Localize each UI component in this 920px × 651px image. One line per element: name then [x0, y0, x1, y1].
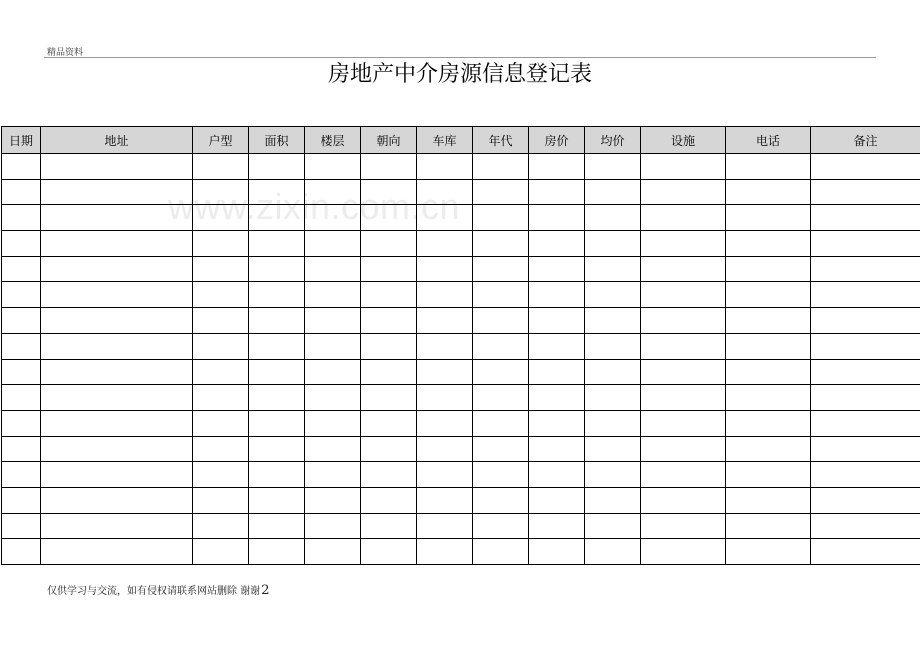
table-cell[interactable]: [726, 308, 811, 334]
table-cell[interactable]: [417, 154, 473, 180]
table-cell[interactable]: [2, 513, 41, 539]
table-cell[interactable]: [641, 333, 726, 359]
table-cell[interactable]: [529, 385, 585, 411]
table-cell[interactable]: [249, 487, 305, 513]
table-cell[interactable]: [361, 513, 417, 539]
table-cell[interactable]: [361, 231, 417, 257]
table-cell[interactable]: [726, 462, 811, 488]
table-cell[interactable]: [585, 385, 641, 411]
table-cell[interactable]: [529, 462, 585, 488]
table-cell[interactable]: [41, 359, 193, 385]
table-cell[interactable]: [361, 179, 417, 205]
table-cell[interactable]: [305, 282, 361, 308]
table-cell[interactable]: [811, 462, 920, 488]
table-cell[interactable]: [305, 154, 361, 180]
table-cell[interactable]: [361, 154, 417, 180]
table-cell[interactable]: [726, 179, 811, 205]
table-cell[interactable]: [811, 179, 920, 205]
table-cell[interactable]: [726, 231, 811, 257]
column-header-garage: 车库: [417, 127, 473, 154]
table-cell[interactable]: [41, 282, 193, 308]
table-cell[interactable]: [361, 487, 417, 513]
table-cell[interactable]: [641, 462, 726, 488]
table-cell[interactable]: [641, 154, 726, 180]
table-cell[interactable]: [726, 359, 811, 385]
column-header-remarks: 备注: [811, 127, 920, 154]
table-cell[interactable]: [641, 513, 726, 539]
table-cell[interactable]: [41, 513, 193, 539]
table-body: [2, 154, 920, 565]
table-cell[interactable]: [726, 487, 811, 513]
table-cell[interactable]: [2, 179, 41, 205]
table-cell[interactable]: [305, 333, 361, 359]
table-cell[interactable]: [585, 179, 641, 205]
table-cell[interactable]: [41, 256, 193, 282]
table-cell[interactable]: [585, 462, 641, 488]
table-cell[interactable]: [529, 436, 585, 462]
table-cell[interactable]: [641, 487, 726, 513]
table-row: [2, 359, 920, 385]
column-header-layout: 户型: [193, 127, 249, 154]
table-cell[interactable]: [529, 513, 585, 539]
table-cell[interactable]: [41, 487, 193, 513]
table-cell[interactable]: [473, 333, 529, 359]
table-cell[interactable]: [641, 205, 726, 231]
table-cell[interactable]: [811, 359, 920, 385]
table-cell[interactable]: [361, 333, 417, 359]
table-cell[interactable]: [193, 308, 249, 334]
table-cell[interactable]: [417, 359, 473, 385]
table-cell[interactable]: [473, 359, 529, 385]
table-cell[interactable]: [811, 385, 920, 411]
table-cell[interactable]: [2, 487, 41, 513]
table-cell[interactable]: [249, 308, 305, 334]
table-cell[interactable]: [249, 231, 305, 257]
table-cell[interactable]: [305, 205, 361, 231]
table-cell[interactable]: [361, 308, 417, 334]
table-cell[interactable]: [585, 154, 641, 180]
table-row: [2, 436, 920, 462]
table-cell[interactable]: [305, 539, 361, 565]
table-cell[interactable]: [305, 256, 361, 282]
table-cell[interactable]: [2, 256, 41, 282]
table-cell[interactable]: [417, 410, 473, 436]
table-cell[interactable]: [361, 205, 417, 231]
table-cell[interactable]: [249, 282, 305, 308]
table-cell[interactable]: [305, 436, 361, 462]
table-row: [2, 256, 920, 282]
column-header-area: 面积: [249, 127, 305, 154]
table-cell[interactable]: [473, 179, 529, 205]
table-cell[interactable]: [361, 436, 417, 462]
table-cell[interactable]: [41, 385, 193, 411]
table-cell[interactable]: [193, 179, 249, 205]
column-header-date: 日期: [2, 127, 41, 154]
table-cell[interactable]: [641, 179, 726, 205]
table-cell[interactable]: [417, 385, 473, 411]
table-cell[interactable]: [305, 231, 361, 257]
table-cell[interactable]: [361, 359, 417, 385]
table-cell[interactable]: [726, 333, 811, 359]
table-cell[interactable]: [417, 513, 473, 539]
column-header-floor: 楼层: [305, 127, 361, 154]
table-cell[interactable]: [473, 436, 529, 462]
table-cell[interactable]: [811, 282, 920, 308]
table-cell[interactable]: [529, 205, 585, 231]
table-cell[interactable]: [249, 539, 305, 565]
table-cell[interactable]: [811, 231, 920, 257]
table-cell[interactable]: [305, 385, 361, 411]
table-row: [2, 282, 920, 308]
table-cell[interactable]: [41, 154, 193, 180]
table-cell[interactable]: [811, 410, 920, 436]
table-cell[interactable]: [641, 282, 726, 308]
table-cell[interactable]: [585, 513, 641, 539]
table-cell[interactable]: [585, 359, 641, 385]
table-cell[interactable]: [2, 385, 41, 411]
table-cell[interactable]: [249, 205, 305, 231]
table-cell[interactable]: [193, 359, 249, 385]
table-cell[interactable]: [726, 256, 811, 282]
table-cell[interactable]: [473, 513, 529, 539]
table-cell[interactable]: [811, 513, 920, 539]
table-cell[interactable]: [41, 205, 193, 231]
table-cell[interactable]: [305, 308, 361, 334]
table-cell[interactable]: [249, 256, 305, 282]
column-header-facilities: 设施: [641, 127, 726, 154]
table-cell[interactable]: [193, 282, 249, 308]
table-cell[interactable]: [193, 333, 249, 359]
table-cell[interactable]: [726, 539, 811, 565]
table-cell[interactable]: [585, 410, 641, 436]
table-cell[interactable]: [41, 179, 193, 205]
table-cell[interactable]: [249, 359, 305, 385]
column-header-address: 地址: [41, 127, 193, 154]
table-cell[interactable]: [417, 205, 473, 231]
table-cell[interactable]: [641, 256, 726, 282]
table-cell[interactable]: [529, 231, 585, 257]
table-cell[interactable]: [641, 436, 726, 462]
table-row: [2, 154, 920, 180]
table-cell[interactable]: [529, 539, 585, 565]
table-cell[interactable]: [585, 308, 641, 334]
table-cell[interactable]: [249, 513, 305, 539]
column-header-orientation: 朝向: [361, 127, 417, 154]
table-cell[interactable]: [305, 179, 361, 205]
table-cell[interactable]: [417, 308, 473, 334]
table-cell[interactable]: [473, 539, 529, 565]
table-cell[interactable]: [305, 513, 361, 539]
table-cell[interactable]: [417, 333, 473, 359]
table-cell[interactable]: [473, 231, 529, 257]
table-cell[interactable]: [361, 256, 417, 282]
column-header-price: 房价: [529, 127, 585, 154]
table-cell[interactable]: [585, 436, 641, 462]
table-cell[interactable]: [249, 179, 305, 205]
table-row: [2, 410, 920, 436]
footer: [47, 582, 269, 598]
table-row: [2, 487, 920, 513]
table-cell[interactable]: [2, 462, 41, 488]
table-cell[interactable]: [529, 333, 585, 359]
table-cell[interactable]: [529, 154, 585, 180]
table-cell[interactable]: [473, 462, 529, 488]
table-cell[interactable]: [193, 154, 249, 180]
table-cell[interactable]: [193, 231, 249, 257]
table-cell[interactable]: [249, 333, 305, 359]
table-cell[interactable]: [361, 410, 417, 436]
table-cell[interactable]: [473, 256, 529, 282]
table-cell[interactable]: [726, 410, 811, 436]
table-row: [2, 205, 920, 231]
table-cell[interactable]: [41, 410, 193, 436]
table-cell[interactable]: [41, 436, 193, 462]
table-cell[interactable]: [473, 282, 529, 308]
table-cell[interactable]: [529, 282, 585, 308]
table-cell[interactable]: [811, 205, 920, 231]
table-cell[interactable]: [811, 487, 920, 513]
table-cell[interactable]: [2, 410, 41, 436]
table-cell[interactable]: [193, 487, 249, 513]
table-cell[interactable]: [249, 385, 305, 411]
table-cell[interactable]: [529, 487, 585, 513]
table-cell[interactable]: [41, 462, 193, 488]
table-cell[interactable]: [249, 462, 305, 488]
table-cell[interactable]: [726, 205, 811, 231]
table-cell[interactable]: [2, 282, 41, 308]
table-cell[interactable]: [473, 385, 529, 411]
table-cell[interactable]: [726, 385, 811, 411]
table-cell[interactable]: [305, 410, 361, 436]
table-cell[interactable]: [41, 231, 193, 257]
table-cell[interactable]: [473, 308, 529, 334]
watermark: www.zixin.com.cn: [168, 186, 461, 227]
table-cell[interactable]: [585, 231, 641, 257]
table-cell[interactable]: [41, 308, 193, 334]
table-cell[interactable]: [193, 410, 249, 436]
table-cell[interactable]: [193, 513, 249, 539]
table-cell[interactable]: [193, 256, 249, 282]
table-cell[interactable]: [641, 410, 726, 436]
table-cell[interactable]: [811, 256, 920, 282]
table-cell[interactable]: [641, 231, 726, 257]
table-cell[interactable]: [529, 179, 585, 205]
table-row: [2, 539, 920, 565]
table-cell[interactable]: [417, 436, 473, 462]
table-cell[interactable]: [2, 333, 41, 359]
table-cell[interactable]: [2, 231, 41, 257]
table-cell[interactable]: [585, 487, 641, 513]
column-header-unit-price: 均价: [585, 127, 641, 154]
table-cell[interactable]: [529, 410, 585, 436]
column-header-year: 年代: [473, 127, 529, 154]
table-row: [2, 179, 920, 205]
footer-text: 仅供学习与交流，如有侵权请联系网站删除 谢谢: [47, 586, 261, 597]
table-cell[interactable]: [193, 205, 249, 231]
table-cell[interactable]: [2, 436, 41, 462]
table-row: [2, 513, 920, 539]
table-cell[interactable]: [529, 256, 585, 282]
table-cell[interactable]: [641, 359, 726, 385]
table-cell[interactable]: [726, 282, 811, 308]
table-cell[interactable]: [811, 308, 920, 334]
table-cell[interactable]: [193, 436, 249, 462]
table-cell[interactable]: [585, 539, 641, 565]
table-cell[interactable]: [249, 436, 305, 462]
table-cell[interactable]: [585, 205, 641, 231]
table-cell[interactable]: [585, 256, 641, 282]
table-cell[interactable]: [726, 513, 811, 539]
table-cell[interactable]: [2, 359, 41, 385]
table-cell[interactable]: [641, 308, 726, 334]
column-header-phone: 电话: [726, 127, 811, 154]
table-cell[interactable]: [361, 385, 417, 411]
table-cell[interactable]: [417, 487, 473, 513]
table-cell[interactable]: [641, 385, 726, 411]
table-cell[interactable]: [585, 333, 641, 359]
table-cell[interactable]: [361, 539, 417, 565]
table-cell[interactable]: [529, 308, 585, 334]
table-row: [2, 462, 920, 488]
table-cell[interactable]: [726, 154, 811, 180]
table-cell[interactable]: [417, 256, 473, 282]
table-row: [2, 385, 920, 411]
table-cell[interactable]: [361, 282, 417, 308]
table-row: [2, 333, 920, 359]
table-cell[interactable]: [193, 462, 249, 488]
table-cell[interactable]: [417, 539, 473, 565]
page-number: 2: [261, 583, 270, 598]
table-row: [2, 231, 920, 257]
header-label: 精品资料: [47, 48, 84, 58]
table-cell[interactable]: [585, 282, 641, 308]
table-header-row: [2, 127, 920, 154]
table-cell[interactable]: [473, 410, 529, 436]
table-cell[interactable]: [305, 359, 361, 385]
listing-register-table: [1, 126, 920, 565]
table-cell[interactable]: [417, 179, 473, 205]
table-cell[interactable]: [193, 385, 249, 411]
table-cell[interactable]: [417, 282, 473, 308]
table-cell[interactable]: [417, 231, 473, 257]
table-cell[interactable]: [811, 333, 920, 359]
table-cell[interactable]: [473, 205, 529, 231]
table-cell[interactable]: [249, 410, 305, 436]
table-cell[interactable]: [361, 462, 417, 488]
table-cell[interactable]: [473, 487, 529, 513]
table-cell[interactable]: [305, 462, 361, 488]
table-cell[interactable]: [193, 539, 249, 565]
table-cell[interactable]: [811, 436, 920, 462]
table-cell[interactable]: [417, 462, 473, 488]
table-cell[interactable]: [811, 539, 920, 565]
table-cell[interactable]: [473, 154, 529, 180]
table-cell[interactable]: [2, 154, 41, 180]
table-row: [2, 308, 920, 334]
table-cell[interactable]: [811, 154, 920, 180]
table-cell[interactable]: [249, 154, 305, 180]
page-title: 房地产中介房源信息登记表: [327, 62, 592, 87]
table-cell[interactable]: [41, 333, 193, 359]
table-cell[interactable]: [2, 308, 41, 334]
table-cell[interactable]: [2, 205, 41, 231]
header-divider: [44, 57, 876, 58]
table-cell[interactable]: [726, 436, 811, 462]
table-cell[interactable]: [305, 487, 361, 513]
table-cell[interactable]: [529, 359, 585, 385]
table-cell[interactable]: [641, 539, 726, 565]
table-cell[interactable]: [2, 539, 41, 565]
table-cell[interactable]: [41, 539, 193, 565]
